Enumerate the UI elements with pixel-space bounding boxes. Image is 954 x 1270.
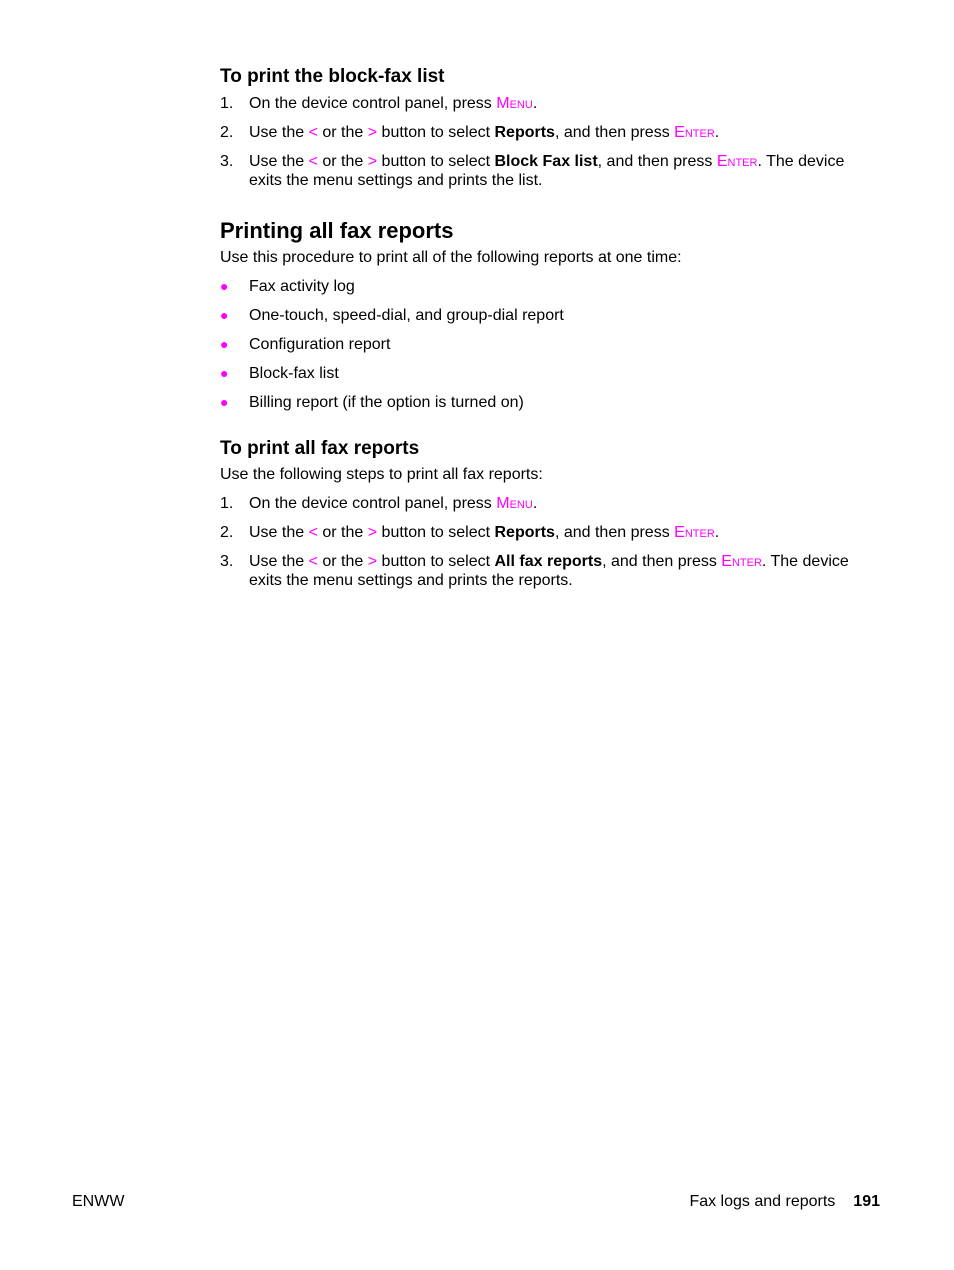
right-arrow-key: > xyxy=(367,124,378,141)
list-item: 1. On the device control panel, press Menu. xyxy=(220,495,538,512)
menu-option: All fax reports xyxy=(494,553,603,570)
list-item: 2. Use the < or the > button to select Reports, and then press Enter. xyxy=(220,124,720,141)
list-item: ● Fax activity log xyxy=(220,278,355,295)
menu-option: Reports xyxy=(494,524,555,541)
right-arrow-key: > xyxy=(367,524,378,541)
step-number: 2. xyxy=(220,524,234,541)
list-item: ● One-touch, speed-dial, and group-dial report xyxy=(220,307,564,324)
list-item: 1. On the device control panel, press Menu. xyxy=(220,95,538,112)
left-arrow-key: < xyxy=(308,124,318,141)
right-arrow-key: > xyxy=(367,553,378,570)
list-item: ● Billing report (if the option is turned on) xyxy=(220,394,524,411)
bullet-icon: ● xyxy=(220,365,229,381)
step-number: 3. xyxy=(220,553,234,570)
enter-key: Enter xyxy=(716,153,758,170)
list-item: 2. Use the < or the > button to select Reports, and then press Enter. xyxy=(220,524,720,541)
left-arrow-key: < xyxy=(308,553,318,570)
bullet-icon: ● xyxy=(220,394,229,410)
enter-key: Enter xyxy=(674,124,715,141)
page-number: 191 xyxy=(853,1193,880,1210)
bullet-icon: ● xyxy=(220,278,229,294)
printing-all-heading: Printing all fax reports xyxy=(220,218,454,243)
menu-option: Reports xyxy=(494,124,555,141)
left-arrow-key: < xyxy=(308,153,318,170)
report-bullets xyxy=(220,277,860,412)
page-content xyxy=(220,62,860,600)
step-number: 1. xyxy=(220,95,234,112)
block-fax-steps xyxy=(220,94,860,190)
step-number: 1. xyxy=(220,495,234,512)
menu-key: Menu xyxy=(496,95,533,112)
enter-key: Enter xyxy=(674,524,715,541)
block-fax-heading: To print the block-fax list xyxy=(220,66,445,87)
all-fax-intro: Use the following steps to print all fax reports: xyxy=(220,466,543,483)
right-arrow-key: > xyxy=(367,153,378,170)
all-fax-heading: To print all fax reports xyxy=(220,438,420,459)
all-fax-steps xyxy=(220,494,860,590)
bullet-icon: ● xyxy=(220,307,229,323)
footer-section-title: Fax logs and reports xyxy=(689,1193,836,1210)
printing-all-intro: Use this procedure to print all of the following reports at one time: xyxy=(220,249,682,266)
list-item: 3. Use the < or the > button to select Block Fax list, and then press Enter. The device exits the menu settings and prints the list. xyxy=(220,153,845,189)
left-arrow-key: < xyxy=(308,524,318,541)
enter-key: Enter xyxy=(721,553,762,570)
step-number: 3. xyxy=(220,153,234,170)
bullet-icon: ● xyxy=(220,336,229,352)
list-item: 3. Use the < or the > button to select All fax reports, and then press Enter. The device exits the menu settings and prints the reports. xyxy=(220,553,849,589)
footer-right xyxy=(689,1192,880,1211)
list-item: ● Configuration report xyxy=(220,336,391,353)
footer-left-label: ENWW xyxy=(72,1193,125,1210)
list-item: ● Block-fax list xyxy=(220,365,339,382)
step-number: 2. xyxy=(220,124,234,141)
menu-key: Menu xyxy=(496,495,533,512)
menu-option: Block Fax list xyxy=(494,153,598,170)
